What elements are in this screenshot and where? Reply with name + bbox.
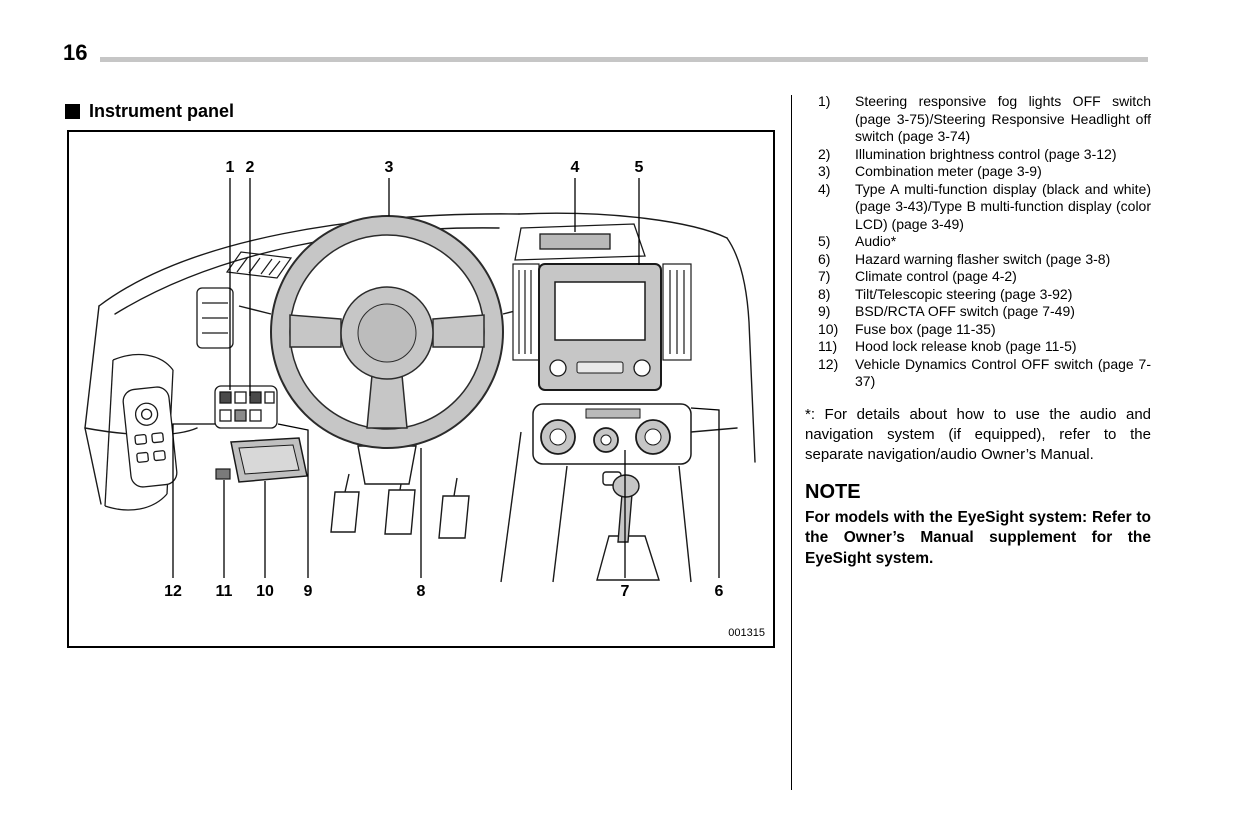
legend-item (818, 338, 1151, 356)
figure-code: 001315 (728, 627, 765, 639)
legend-item-number: 5) (818, 233, 831, 249)
legend-item (818, 303, 1151, 321)
legend-item-text: Steering responsive fog lights OFF switch (page 3-75)/Steering Responsive Headlight off switch (page 3-74) (855, 93, 1151, 144)
section-title: Instrument panel (89, 101, 235, 121)
legend-item-number: 2) (818, 145, 831, 162)
legend-item-text: Tilt/Telescopic steering (page 3-92) (855, 285, 1073, 302)
legend-item-text: Illumination brightness control (page 3-12) (855, 145, 1117, 162)
legend-item-number: 12) (818, 355, 839, 372)
legend-item-text: Climate control (page 4-2) (855, 268, 1017, 284)
callout-2: 2 (245, 159, 255, 176)
legend-item (818, 233, 1151, 251)
instrument-panel-diagram (69, 132, 773, 646)
callout-4: 4 (570, 159, 580, 176)
switch-button-panel (215, 386, 277, 428)
section-heading (65, 101, 234, 122)
legend-item (818, 146, 1151, 164)
audio-footnote: *: For details about how to use the audio and navigation system (if equipped), refer to the separate navigation/audio Owner’s Manual. (805, 405, 1151, 463)
legend-item-number: 1) (818, 93, 831, 109)
legend-item-number: 9) (818, 303, 831, 319)
legend-item-number: 8) (818, 285, 831, 302)
callout-3: 3 (384, 159, 394, 176)
callout-9: 9 (303, 583, 313, 600)
legend-item (818, 321, 1151, 339)
legend-list (805, 93, 1151, 391)
instrument-panel-figure (67, 130, 775, 648)
multi-function-display (515, 224, 645, 260)
callout-8: 8 (416, 583, 426, 600)
legend-item-text: Audio* (855, 233, 897, 249)
legend-item-number: 4) (818, 180, 831, 197)
header-rule (100, 57, 1148, 62)
legend-item (818, 268, 1151, 286)
note-heading: NOTE (805, 480, 861, 503)
callout-1: 1 (225, 159, 235, 176)
defroster-vent (227, 252, 291, 278)
callout-11: 11 (215, 583, 233, 600)
left-air-vent (197, 288, 233, 348)
callout-12: 12 (164, 583, 182, 600)
hood-lock-knob (216, 469, 230, 479)
callout-7: 7 (620, 583, 630, 600)
column-divider (791, 95, 792, 790)
legend-item (818, 163, 1151, 181)
steering-wheel (271, 216, 503, 448)
climate-control-panel (533, 404, 691, 464)
legend-item-text: Combination meter (page 3-9) (855, 163, 1042, 179)
legend-item-number: 10) (818, 320, 839, 337)
callout-10: 10 (256, 583, 274, 600)
legend-item-text: Hood lock release knob (page 11-5) (855, 338, 1077, 354)
legend-item (818, 356, 1151, 391)
section-marker-square (65, 104, 80, 119)
legend-item-number: 6) (818, 250, 831, 267)
callout-5: 5 (634, 159, 644, 176)
legend-item (818, 181, 1151, 234)
legend-item-text: Type A multi-function display (black and white) (page 3-43)/Type B multi-function display (color LCD) (page 3-49) (855, 180, 1151, 232)
legend-item (818, 93, 1151, 146)
legend-item-text: Vehicle Dynamics Control OFF switch (page 7-37) (855, 355, 1151, 389)
note-body: For models with the EyeSight system: Refer to the Owner’s Manual supplement for the EyeSight system. (805, 508, 1151, 567)
audio-unit (539, 264, 661, 390)
legend-column (805, 93, 1151, 569)
legend-item (818, 286, 1151, 304)
legend-item-number: 3) (818, 163, 831, 179)
legend-item-text: BSD/RCTA OFF switch (page 7-49) (855, 303, 1075, 319)
fuse-box-tray (231, 438, 307, 482)
legend-item-number: 7) (818, 268, 831, 284)
legend-item-text: Fuse box (page 11-35) (855, 320, 996, 337)
page-number: 16 (63, 40, 88, 65)
legend-item-number: 11) (818, 338, 838, 354)
callout-6: 6 (714, 583, 724, 600)
legend-item-text: Hazard warning flasher switch (page 3-8) (855, 250, 1111, 267)
legend-item (818, 251, 1151, 269)
